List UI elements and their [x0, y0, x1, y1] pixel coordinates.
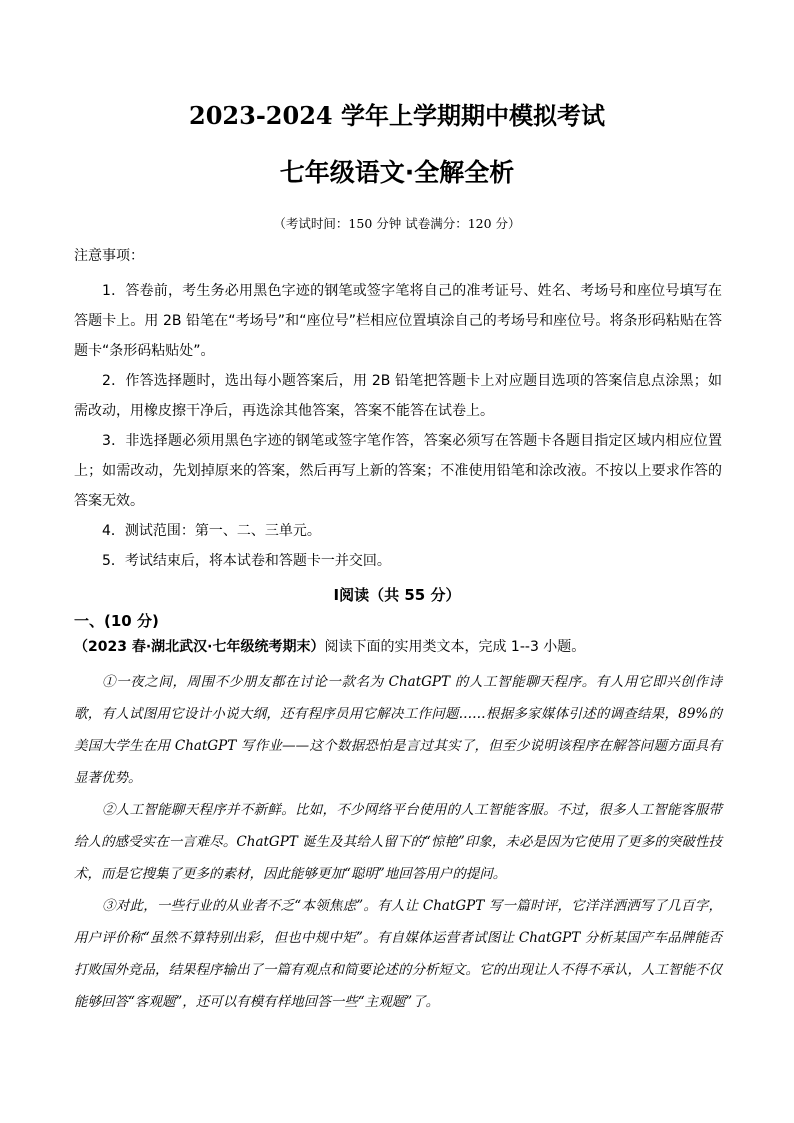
reading-article — [74, 666, 722, 1018]
exam-title: 2023-2024 学年上学期期中模拟考试 — [189, 101, 605, 130]
note-item: 4．测试范围：第一、二、三单元。 — [102, 523, 321, 539]
exam-subtitle: 七年级语文·全解全析 — [279, 158, 515, 187]
question-instruction: 阅读下面的实用类文本，完成 1--3 小题。 — [324, 639, 586, 655]
question-intro — [74, 636, 722, 658]
exam-meta: （考试时间：150 分钟 试卷满分：120 分） — [273, 216, 521, 231]
part-heading: 一、(10 分) — [74, 612, 159, 630]
question-source: （2023 春·湖北武汉·七年级统考期末） — [74, 639, 325, 655]
note-item: 1．答卷前，考生务必用黑色字迹的钢笔或签字笔将自己的准考证号、姓名、考场号和座位号填写在答题卡上。用 2B 铅笔在“考场号”和“座位号”栏相应位置填涂自己的考场号和座位号。将条形码粘贴在答题卡“条形码粘贴处”。 — [74, 283, 722, 359]
notes-list — [74, 276, 722, 576]
note-item: 3．非选择题必须用黑色字迹的钢笔或签字笔作答，答案必须写在答题卡各题目指定区域内相应位置上；如需改动，先划掉原来的答案，然后再写上新的答案；不准使用铅笔和涂改液。不按以上要求作答的答案无效。 — [74, 433, 722, 509]
note-item: 2．作答选择题时，选出每小题答案后，用 2B 铅笔把答题卡上对应题目选项的答案信息点涂黑；如需改动，用橡皮擦干净后，再选涂其他答案，答案不能答在试卷上。 — [74, 373, 722, 419]
article-paragraph: ①一夜之间，周围不少朋友都在讨论一款名为 ChatGPT 的人工智能聊天程序。有人用它即兴创作诗歌，有人试图用它设计小说大纲，还有程序员用它解决工作问题……根据多家媒体引述的调查结果，89%的美国大学生在用 ChatGPT 写作业——这个数据恐怕是言过其实了，但至少说明该程序在解答问题方面具有显著优势。 — [74, 674, 722, 786]
note-item: 5．考试结束后，将本试卷和答题卡一并交回。 — [102, 553, 391, 569]
notes-label: 注意事项： — [74, 248, 144, 264]
article-paragraph: ②人工智能聊天程序并不新鲜。比如，不少网络平台使用的人工智能客服。不过，很多人工智能客服带给人的感受实在一言难尽。ChatGPT 诞生及其给人留下的“惊艳”印象，未必是因为它使用了更多的突破性技术，而是它搜集了更多的素材，因此能够更加“聪明”地回答用户的提问。 — [74, 802, 722, 882]
section-heading: Ⅰ阅读（共 55 分） — [333, 586, 461, 604]
article-paragraph: ③对此，一些行业的从业者不乏“本领焦虑”。有人让 ChatGPT 写一篇时评，它洋洋洒洒写了几百字，用户评价称“虽然不算特别出彩，但也中规中矩”。有自媒体运营者试图让 ChatGPT 分析某国产车品牌能否打败国外竞品，结果程序输出了一篇有观点和简要论述的分析短文。它的出现让人不得不承认，人工智能不仅能够回答“客观题”，还可以有模有样地回答一些“主观题”了。 — [74, 898, 722, 1010]
